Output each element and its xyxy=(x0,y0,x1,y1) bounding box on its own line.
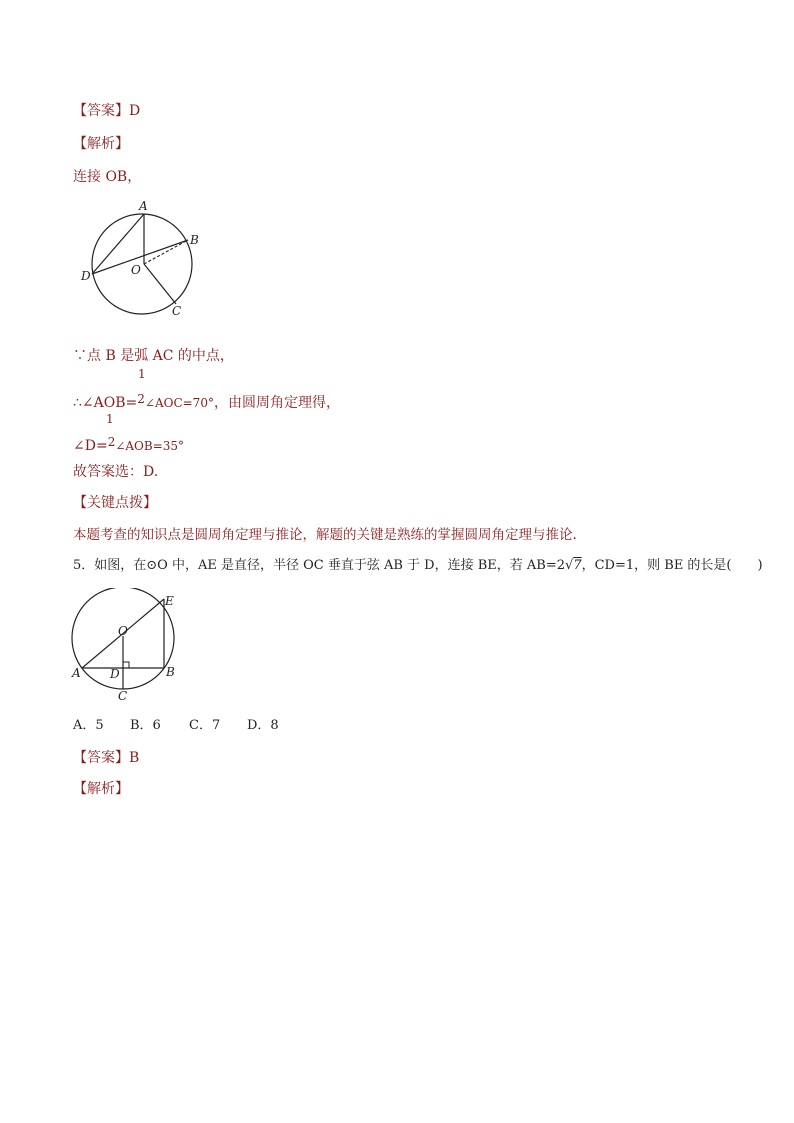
q4-line-ob-dashed xyxy=(144,240,188,264)
q4-frac-num-2: 1 xyxy=(106,412,114,426)
q4-answer xyxy=(73,102,140,120)
q4-angle-d-prefix: ∠D= xyxy=(73,438,108,454)
q5-label-e: E xyxy=(165,594,174,608)
q4-label-o: O xyxy=(131,263,141,277)
q4-frac-den-2: 2 xyxy=(107,435,116,449)
q5-label-o: O xyxy=(118,624,128,638)
q4-label-d: D xyxy=(81,269,91,283)
q5-label-b: B xyxy=(166,665,175,679)
q5-stem-part1: 5．如图，在⊙O 中，AE 是直径，半径 OC 垂直于弦 AB 于 D，连接 BE，若 AB=2 xyxy=(73,558,566,573)
q5-label-a: A xyxy=(72,666,81,680)
q4-conclusion: 故答案选：D. xyxy=(73,464,159,480)
q5-option-c: C．7 xyxy=(189,718,221,733)
q5-answer-value: B xyxy=(129,750,140,766)
q4-label-a: A xyxy=(139,199,148,213)
q4-angle-d-angle: ∠AOB=35° xyxy=(115,439,185,453)
q5-label-d: D xyxy=(110,667,120,681)
q4-therefore-angle: ∠AOC=70° xyxy=(144,396,214,410)
q4-frac-num-1: 1 xyxy=(138,367,146,381)
q4-frac-den-1: 2 xyxy=(137,392,145,406)
q5-sqrt-symbol: √ xyxy=(565,558,574,573)
q5-stem-part2: ，CD=1，则 BE 的长是( ) xyxy=(581,558,763,573)
q4-circle-figure xyxy=(76,198,206,320)
q4-circle xyxy=(92,214,192,314)
q4-key-text: 本题考查的知识点是圆周角定理与推论，解题的关键是熟练的掌握圆周角定理与推论. xyxy=(73,527,577,543)
q5-analysis-label: 【解析】 xyxy=(73,781,129,797)
q4-angle-d-line xyxy=(73,437,184,455)
q4-connect-text: 连接 OB， xyxy=(73,169,142,185)
q5-option-d: D．8 xyxy=(247,718,279,733)
q5-right-angle-mark xyxy=(123,662,129,668)
q5-answer-label: 【答案】 xyxy=(73,750,129,766)
q4-therefore-prefix: ∴∠AOB= xyxy=(73,395,138,411)
q4-key-label: 【关键点拨】 xyxy=(73,495,157,511)
q5-option-b: B．6 xyxy=(130,718,161,733)
q4-therefore-line xyxy=(73,394,340,412)
q5-sqrt-value: 7 xyxy=(573,558,582,573)
q5-answer xyxy=(73,749,139,767)
q4-label-b: B xyxy=(190,233,199,247)
q4-analysis-label: 【解析】 xyxy=(73,136,129,152)
q5-options xyxy=(73,717,279,735)
q5-label-c: C xyxy=(118,689,128,703)
q5-option-a: A．5 xyxy=(73,718,104,733)
q4-therefore-suffix: ，由圆周角定理得， xyxy=(213,395,340,411)
q5-circle-figure xyxy=(66,588,192,708)
q4-answer-value: D xyxy=(129,103,141,119)
q4-answer-label: 【答案】 xyxy=(73,103,129,119)
q4-label-c: C xyxy=(172,304,182,318)
q4-because-line: ∵点 B 是弧 AC 的中点， xyxy=(73,348,234,364)
q4-line-oc xyxy=(144,264,176,304)
q5-stem xyxy=(73,557,763,575)
